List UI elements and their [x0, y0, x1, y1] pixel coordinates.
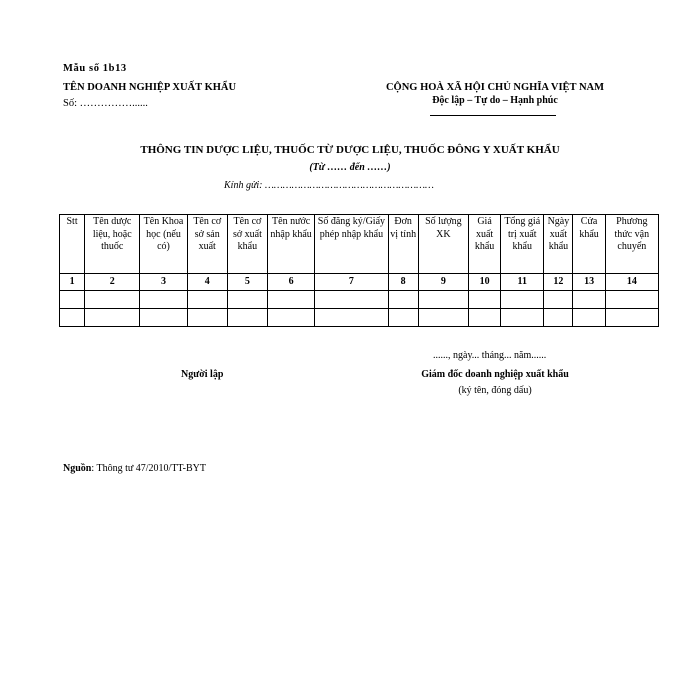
reporting-period: (Từ …… đến ……)	[309, 162, 391, 173]
table-cell	[85, 291, 140, 309]
table-cell	[605, 291, 658, 309]
table-cell	[501, 309, 544, 327]
column-header: Tên cơ sở xuất khẩu	[227, 215, 267, 274]
document-number: Số: ……………......	[63, 98, 148, 109]
column-number: 11	[501, 274, 544, 291]
table-cell	[544, 309, 573, 327]
export-info-table	[59, 214, 659, 327]
national-title: CỘNG HOÀ XÃ HỘI CHỦ NGHĨA VIỆT NAM	[385, 82, 605, 93]
column-number: 7	[315, 274, 388, 291]
table-cell	[573, 309, 605, 327]
column-number: 13	[573, 274, 605, 291]
date-line: ......, ngày... tháng... năm......	[433, 350, 547, 361]
column-number-row	[60, 274, 659, 291]
table-cell	[60, 309, 85, 327]
table-cell	[418, 291, 468, 309]
source-note	[63, 463, 206, 474]
column-header: Ngày xuất khẩu	[544, 215, 573, 274]
column-number: 10	[468, 274, 500, 291]
table-cell	[468, 291, 500, 309]
column-header: Phương thức vận chuyển	[605, 215, 658, 274]
column-header: Tên nước nhập khẩu	[268, 215, 315, 274]
table-cell	[573, 291, 605, 309]
national-motto: Độc lập – Tự do – Hạnh phúc	[432, 95, 558, 106]
table-cell	[544, 291, 573, 309]
source-label: Nguồn	[63, 463, 92, 474]
form-code: Mẫu số 1b13	[63, 63, 127, 74]
table-cell	[388, 291, 418, 309]
column-header: Số lượng XK	[418, 215, 468, 274]
table-cell	[140, 291, 187, 309]
preparer-label: Người lập	[181, 369, 224, 380]
addressee-line: Kính gửi: …………………………………………………	[224, 180, 434, 191]
column-number: 12	[544, 274, 573, 291]
table-cell	[268, 309, 315, 327]
column-number: 1	[60, 274, 85, 291]
column-number: 3	[140, 274, 187, 291]
table-cell	[418, 309, 468, 327]
table-cell	[187, 309, 227, 327]
table-cell	[60, 291, 85, 309]
column-header: Tên cơ sở sản xuất	[187, 215, 227, 274]
column-number: 14	[605, 274, 658, 291]
table-cell	[187, 291, 227, 309]
column-header: Tên Khoa học (nếu có)	[140, 215, 187, 274]
company-name: TÊN DOANH NGHIỆP XUẤT KHẨU	[63, 82, 237, 93]
table-cell	[268, 291, 315, 309]
table-cell	[468, 309, 500, 327]
table-cell	[501, 291, 544, 309]
table-row	[60, 291, 659, 309]
column-number: 4	[187, 274, 227, 291]
table-cell	[315, 291, 388, 309]
table-cell	[605, 309, 658, 327]
table-cell	[315, 309, 388, 327]
source-text: : Thông tư 47/2010/TT-BYT	[91, 463, 206, 474]
column-header: Số đăng ký/Giấy phép nhập khẩu	[315, 215, 388, 274]
document-title: THÔNG TIN DƯỢC LIỆU, THUỐC TỪ DƯỢC LIỆU, THUỐC ĐÔNG Y XUẤT KHẨU	[140, 144, 560, 156]
table-cell	[85, 309, 140, 327]
column-number: 6	[268, 274, 315, 291]
column-header: Đơn vị tính	[388, 215, 418, 274]
signature-note: (ký tên, đóng dấu)	[458, 385, 532, 396]
column-header: Tên dược liệu, hoặc thuốc	[85, 215, 140, 274]
column-header: Stt	[60, 215, 85, 274]
column-number: 2	[85, 274, 140, 291]
director-label: Giám đốc doanh nghiệp xuất khẩu	[421, 369, 569, 380]
table-row	[60, 309, 659, 327]
table-header-row	[60, 215, 659, 274]
column-number: 5	[227, 274, 267, 291]
column-header: Tổng giá trị xuất khẩu	[501, 215, 544, 274]
table-cell	[140, 309, 187, 327]
table-cell	[227, 309, 267, 327]
column-number: 9	[418, 274, 468, 291]
column-number: 8	[388, 274, 418, 291]
table-cell	[227, 291, 267, 309]
column-header: Cửa khẩu	[573, 215, 605, 274]
table-cell	[388, 309, 418, 327]
column-header: Giá xuất khẩu	[468, 215, 500, 274]
motto-underline	[430, 115, 556, 116]
